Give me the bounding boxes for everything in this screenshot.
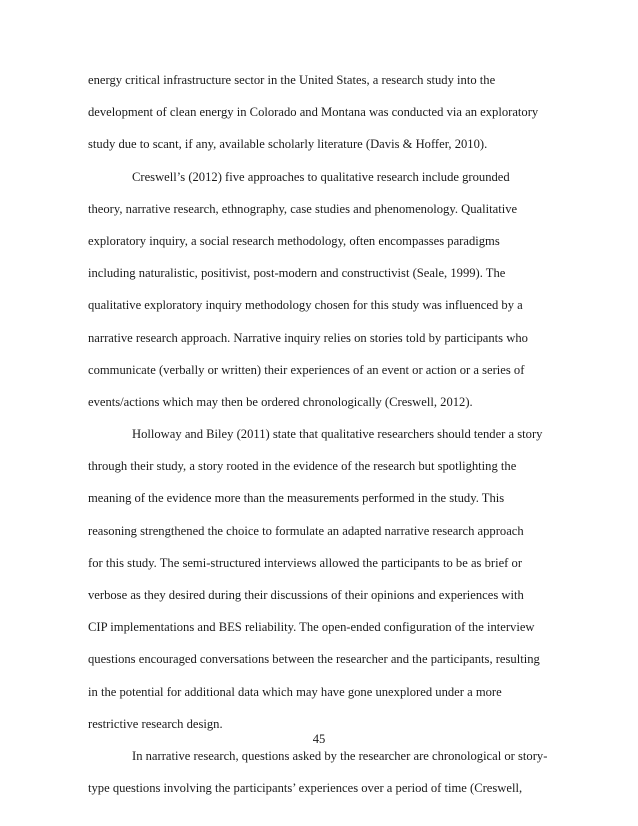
text-line-1: energy critical infrastructure sector in the United States, a research study into the bbox=[88, 73, 496, 87]
text-line-14: meaning of the evidence more than the measurements performed in the study. This bbox=[88, 491, 505, 506]
paragraph-start-line-22: In narrative research, questions asked by the researcher are chronological or story- bbox=[132, 748, 548, 763]
text-line-10: communicate (verbally or written) their experiences of an event or action or a series of bbox=[88, 362, 525, 377]
text-line-18: CIP implementations and BES reliability. The open-ended configuration of the interview bbox=[88, 620, 535, 635]
page-number: 45 bbox=[312, 732, 326, 746]
body-text bbox=[88, 64, 550, 804]
text-line-7: including naturalistic, positivist, post-modern and constructivist (Seale, 1999). The bbox=[88, 266, 506, 281]
text-line-13: through their study, a story rooted in the evidence of the research but spotlighting the bbox=[88, 459, 517, 474]
text-line-15: reasoning strengthened the choice to formulate an adapted narrative research approach bbox=[88, 523, 524, 538]
paragraph-start-line-12: Holloway and Biley (2011) state that qualitative researchers should tender a story bbox=[132, 427, 543, 442]
text-line-9: narrative research approach. Narrative inquiry relies on stories told by participants who bbox=[88, 330, 528, 345]
text-line-16: for this study. The semi-structured interviews allowed the participants to be as brief or bbox=[88, 555, 523, 570]
text-line-17: verbose as they desired during their discussions of their opinions and experiences with bbox=[88, 588, 524, 602]
text-line-23: type questions involving the participants’ experiences over a period of time (Creswell, bbox=[88, 781, 523, 796]
text-line-20: in the potential for additional data which may have gone unexplored under a more bbox=[88, 684, 502, 699]
paragraph-start-line-4: Creswell’s (2012) five approaches to qualitative research include grounded bbox=[132, 169, 510, 184]
text-line-3: study due to scant, if any, available scholarly literature (Davis & Hoffer, 2010). bbox=[88, 137, 488, 152]
text-line-21: restrictive research design. bbox=[88, 716, 223, 731]
text-line-5: theory, narrative research, ethnography, case studies and phenomenology. Qualitative bbox=[88, 201, 518, 216]
text-line-6: exploratory inquiry, a social research methodology, often encompasses paradigms bbox=[88, 233, 500, 248]
text-line-19: questions encouraged conversations between the researcher and the participants, resulting bbox=[88, 652, 540, 667]
text-line-11: events/actions which may then be ordered chronologically (Creswell, 2012). bbox=[88, 394, 473, 409]
text-line-8: qualitative exploratory inquiry methodology chosen for this study was influenced by a bbox=[88, 298, 523, 313]
text-line-2: development of clean energy in Colorado and Montana was conducted via an exploratory bbox=[88, 105, 539, 120]
